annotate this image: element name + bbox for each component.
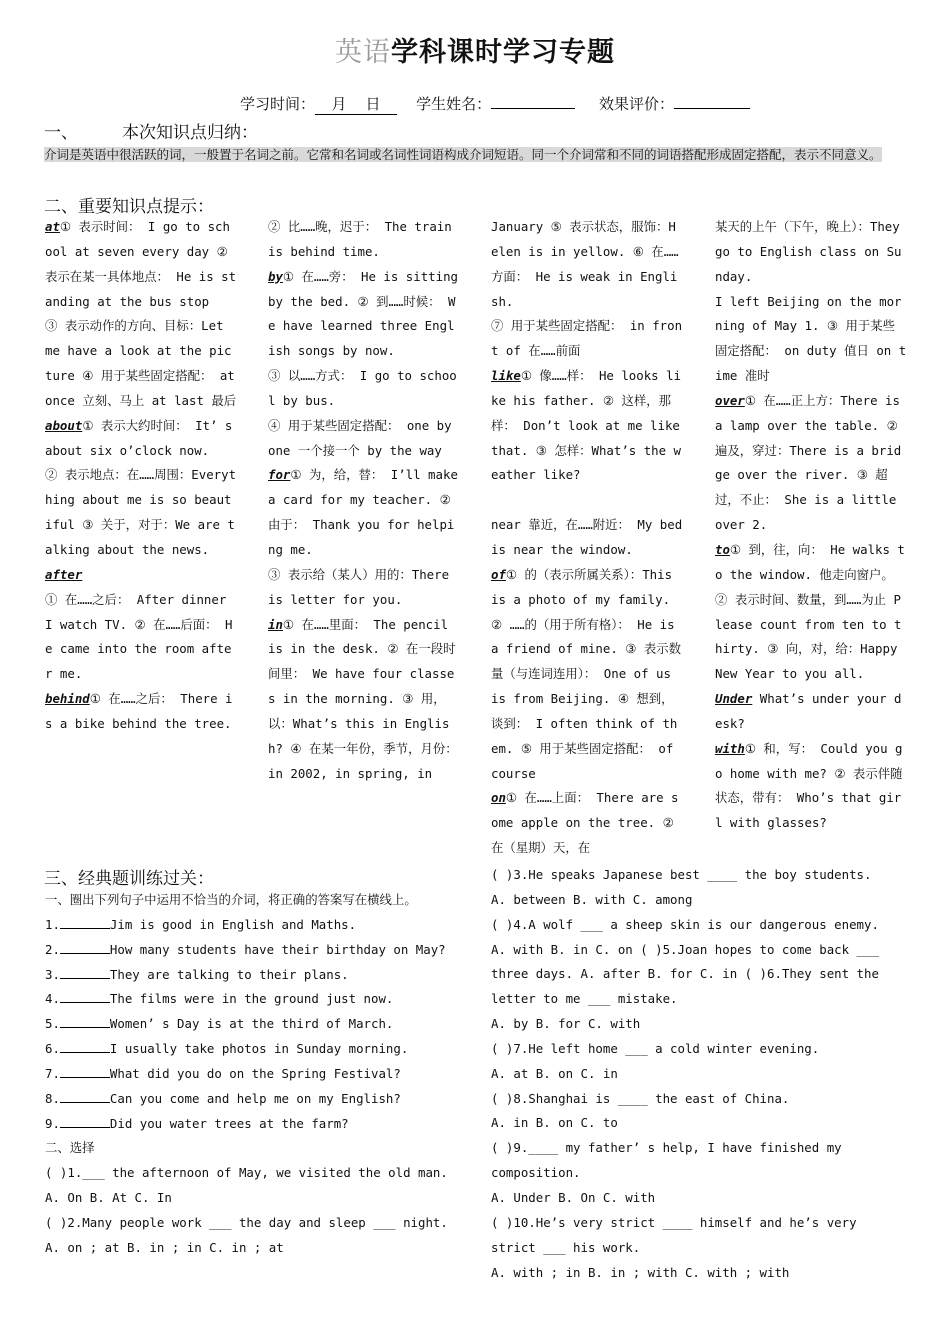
preposition-keyword: at bbox=[45, 219, 60, 234]
answer-blank[interactable] bbox=[60, 1014, 110, 1028]
item-number: 5. bbox=[45, 1016, 60, 1032]
item-sentence: They are talking to their plans. bbox=[109, 966, 349, 982]
fill-blank-item bbox=[45, 1112, 455, 1137]
kp-text: ⑦ 用于某些固定搭配： in front of 在……前面 bbox=[491, 318, 683, 359]
study-time-label: 学习时间： bbox=[240, 95, 316, 113]
kp-entry bbox=[45, 687, 237, 737]
kp-text: ① 在……之后： There is a bike behind the tree. bbox=[45, 691, 233, 731]
kp-entry bbox=[491, 786, 683, 861]
section1-heading bbox=[44, 118, 258, 143]
choice-line: A. at B. on C. in bbox=[491, 1065, 618, 1081]
fill-blank-item bbox=[45, 913, 455, 938]
kp-text: ① 在……之后： After dinner I watch TV. ② 在……后面： He came into the room after me. bbox=[45, 591, 233, 682]
item-sentence: I usually take photos in Sunday morning. bbox=[109, 1041, 409, 1057]
kp-entry bbox=[491, 513, 683, 563]
intro-text: 介词是英语中很活跃的词，一般置于名词之前。它常和名词或名词性词语构成介词短语。同一个介词常和不同的词语搭配形成固定搭配，表示不同意义。 bbox=[44, 147, 882, 162]
item-sentence: The films were in the ground just now. bbox=[109, 991, 394, 1007]
choice-line: A. between B. with C. among bbox=[491, 891, 693, 907]
kp-column-4 bbox=[715, 215, 907, 836]
choice-line: ( )10.He’s very strict ____ himself and he’s very bbox=[491, 1214, 857, 1230]
kp-entry bbox=[491, 314, 683, 364]
student-name-label: 学生姓名： bbox=[416, 95, 492, 113]
answer-blank[interactable] bbox=[60, 989, 110, 1003]
preposition-keyword: in bbox=[268, 616, 283, 632]
choice-line: ( )4.A wolf ___ a sheep skin is our dangerous enemy. bbox=[491, 916, 879, 932]
kp-text: ① 和，写： Could you go home with me? ② 表示伴随状态，带有： Who’s that girl with glasses? bbox=[715, 740, 903, 831]
evaluation-label: 效果评价： bbox=[598, 95, 674, 113]
answer-blank[interactable] bbox=[60, 965, 110, 979]
kp-entry bbox=[45, 563, 237, 588]
section3-heading: 三、经典题训练过关： bbox=[44, 869, 214, 889]
part2-title: 二、选择 bbox=[45, 1140, 95, 1156]
intro-paragraph bbox=[44, 143, 906, 167]
kp-entry bbox=[491, 563, 683, 787]
fill-blank-item bbox=[45, 1037, 455, 1062]
choice-line: ( )2.Many people work ___ the day and sleep ___ night. bbox=[45, 1214, 448, 1230]
kp-entry bbox=[45, 588, 237, 687]
meta-line bbox=[240, 93, 750, 115]
answer-blank[interactable] bbox=[60, 915, 110, 929]
fill-blank-item bbox=[45, 1012, 455, 1037]
answer-blank[interactable] bbox=[60, 1064, 110, 1078]
kp-column-2 bbox=[268, 215, 460, 786]
kp-text: ③ 以……方式： I go to school by bus. bbox=[268, 368, 457, 408]
part1-instruction: 一、圈出下列句子中运用不恰当的介词，将正确的答案写在横线上。 bbox=[45, 892, 417, 907]
item-sentence: How many students have their birthday on May? bbox=[109, 941, 446, 957]
preposition-keyword: Under bbox=[715, 691, 753, 707]
choice-line: composition. bbox=[491, 1165, 581, 1181]
kp-text: near 靠近，在……附近： My bed is near the window. bbox=[491, 517, 683, 557]
kp-entry bbox=[45, 414, 237, 464]
fill-blank-item bbox=[45, 987, 455, 1012]
exercise-right-column bbox=[491, 863, 911, 1285]
kp-entry bbox=[268, 463, 460, 562]
kp-entry bbox=[715, 290, 907, 389]
choice-line: ( )7.He left home ___ a cold winter evening. bbox=[491, 1040, 820, 1056]
title-rest: 学科课时学习专题 bbox=[391, 37, 615, 68]
kp-text: ① 在……旁： He is sitting by the bed. ② 到……时候： We have learned three English songs by now. bbox=[268, 268, 459, 359]
kp-text: ③ 表示给（某人）用的：There is letter for you. bbox=[268, 566, 450, 607]
kp-text: ③ 表示动作的方向、目标：Let me have a look at the picture ④ 用于某些固定搭配： at once 立刻、马上 at last 最后 bbox=[45, 318, 237, 408]
choice-line: strict ___ his work. bbox=[491, 1239, 641, 1255]
day-label: 日 bbox=[365, 95, 381, 113]
choice-line: ( )1.___ the afternoon of May, we visited the old man. bbox=[45, 1165, 448, 1181]
answer-blank[interactable] bbox=[60, 1039, 110, 1053]
evaluation-blank[interactable] bbox=[674, 108, 750, 109]
section1-title: 本次知识点归纳： bbox=[122, 123, 258, 143]
preposition-keyword: for bbox=[268, 467, 291, 483]
item-number: 4. bbox=[45, 991, 60, 1007]
kp-entry bbox=[715, 737, 907, 836]
kp-text: ① 表示大约时间： It’ s about six o’clock now. bbox=[45, 417, 233, 458]
kp-text: ① 的（表示所属关系）：This is a photo of my family. ② ……的（用于所有格）： He is a friend of mine. ③ 表示数量（与连词连用）： One of us is from Beijing. ④ 想到，谈到： I often think of them. ⑤ 用于某些固定搭配： of course bbox=[491, 566, 682, 781]
month-label: 月 bbox=[331, 95, 347, 113]
item-sentence: Jim is good in English and Maths. bbox=[109, 916, 357, 932]
item-number: 9. bbox=[45, 1115, 60, 1131]
item-number: 2. bbox=[45, 941, 60, 957]
kp-text: What’s under your desk? bbox=[715, 691, 902, 731]
kp-text: ① 在……正上方：There is a lamp over the table. ② 遍及，穿过：There is a bridge over the river. ③ 超过，不止： She is a little over 2. bbox=[715, 392, 902, 533]
kp-text: ① 在……上面： There are some apple on the tree. ② 在（星期）天，在 bbox=[491, 790, 679, 856]
answer-blank[interactable] bbox=[60, 1089, 110, 1103]
choice-line: ( )3.He speaks Japanese best ____ the boy students. bbox=[491, 867, 872, 882]
choice-line: letter to me ___ mistake. bbox=[491, 991, 678, 1007]
student-name-blank[interactable] bbox=[491, 108, 575, 109]
item-number: 1. bbox=[45, 916, 60, 932]
date-blank[interactable] bbox=[315, 93, 397, 115]
preposition-keyword: on bbox=[491, 790, 506, 806]
item-number: 7. bbox=[45, 1065, 60, 1081]
item-sentence: What did you do on the Spring Festival? bbox=[109, 1065, 401, 1081]
preposition-keyword: by bbox=[268, 268, 283, 284]
kp-entry bbox=[715, 389, 907, 538]
choice-line: A. with B. in C. on ( )5.Joan hopes to come back ___ bbox=[491, 941, 879, 957]
title-accent: 英语 bbox=[335, 37, 391, 68]
kp-entry bbox=[715, 687, 907, 737]
item-sentence: Can you come and help me on my English? bbox=[109, 1090, 401, 1106]
choice-line: A. on ; at B. in ; in C. in ; at bbox=[45, 1239, 284, 1255]
choice-line: A. in B. on C. to bbox=[491, 1115, 618, 1131]
kp-text: ② 表示地点：在……周围：Everything about me is so beautiful ③ 关于，对于：We are talking about the news. bbox=[45, 467, 237, 557]
fill-blank-item bbox=[45, 1062, 455, 1087]
kp-text: January ⑤ 表示状态，服饰：Helen is in yellow. ⑥ 在……方面： He is weak in English. bbox=[491, 219, 679, 309]
section2-heading: 二、重要知识点提示： bbox=[44, 197, 214, 217]
kp-text: 某天的上午（下午，晚上）：They go to English class on Sunday. bbox=[715, 219, 902, 284]
kp-column-3 bbox=[491, 215, 683, 861]
choice-line: A. by B. for C. with bbox=[491, 1016, 641, 1032]
kp-text: I left Beijing on the morning of May 1. ③ 用于某些固定搭配： on duty 值日 on time 准时 bbox=[715, 293, 907, 384]
item-sentence: Women’ s Day is at the third of March. bbox=[109, 1016, 394, 1032]
choice-line: A. Under B. On C. with bbox=[491, 1189, 656, 1205]
choice-line: ( )9.____ my father’ s help, I have finished my bbox=[491, 1140, 842, 1156]
item-number: 3. bbox=[45, 966, 60, 982]
choice-line: A. On B. At C. In bbox=[45, 1190, 172, 1206]
kp-text: ② 比……晚，迟于： The train is behind time. bbox=[268, 219, 452, 259]
kp-entry bbox=[45, 314, 237, 413]
answer-blank[interactable] bbox=[60, 940, 110, 954]
choice-line: three days. A. after B. for C. in ( )6.They sent the bbox=[491, 966, 879, 982]
fill-blank-item bbox=[45, 1087, 455, 1112]
part1-list bbox=[45, 913, 455, 1137]
kp-entry bbox=[268, 613, 460, 787]
kp-entry bbox=[715, 538, 907, 687]
kp-entry bbox=[45, 215, 237, 314]
preposition-keyword: behind bbox=[45, 691, 90, 707]
page-title bbox=[0, 30, 950, 69]
item-sentence: Did you water trees at the farm? bbox=[109, 1115, 349, 1131]
kp-text: ① 到，往，向： He walks to the window. 他走向窗户。 ② 表示时间、数量，到……为止 Please count from ten to thirty. ③ 向，对，给：Happy New Year to you all. bbox=[715, 541, 905, 682]
section1-num: 一、 bbox=[44, 123, 78, 143]
preposition-keyword: of bbox=[491, 566, 506, 582]
kp-entry bbox=[268, 215, 460, 265]
preposition-keyword: over bbox=[715, 392, 745, 408]
kp-text: ④ 用于某些固定搭配： one by one 一个接一个 by the way bbox=[268, 417, 452, 458]
kp-text: ① 为，给，替： I’ll make a card for my teacher. ② 由于： Thank you for helping me. bbox=[268, 467, 458, 557]
kp-entry bbox=[491, 215, 683, 314]
kp-column-1 bbox=[45, 215, 237, 737]
kp-entry bbox=[268, 364, 460, 414]
fill-blank-item bbox=[45, 938, 455, 963]
item-number: 6. bbox=[45, 1041, 60, 1057]
preposition-keyword: to bbox=[715, 541, 730, 557]
kp-entry bbox=[491, 364, 683, 488]
kp-text: ① 表示时间： I go to school at seven every day ② 表示在某一具体地点： He is standing at the bus stop bbox=[45, 219, 237, 309]
preposition-keyword: with bbox=[715, 740, 745, 756]
kp-entry bbox=[268, 414, 460, 464]
fill-blank-item bbox=[45, 963, 455, 988]
kp-entry bbox=[268, 563, 460, 613]
preposition-keyword: after bbox=[45, 566, 83, 582]
kp-text: ① 在……里面： The pencil is in the desk. ② 在一段时间里： We have four classes in the morning. ③ 用，以：What’s this in English? ④ 在某一年份，季节，月份：in 2002, in spring, in bbox=[268, 616, 458, 781]
preposition-keyword: like bbox=[491, 368, 521, 384]
kp-entry bbox=[45, 463, 237, 562]
choice-line: A. with ; in B. in ; with C. with ; with bbox=[491, 1264, 790, 1280]
part2-left-list bbox=[45, 1161, 455, 1260]
part2-right-list bbox=[491, 863, 911, 1285]
answer-blank[interactable] bbox=[60, 1114, 110, 1128]
choice-line: ( )8.Shanghai is ____ the east of China. bbox=[491, 1090, 790, 1106]
kp-entry bbox=[715, 215, 907, 290]
exercise-left-column bbox=[45, 888, 455, 1261]
kp-text: ① 像……样： He looks like his father. ② 这样，那样： Don’t look at me like that. ③ 怎样：What’s the weather like? bbox=[491, 368, 682, 483]
preposition-keyword: about bbox=[45, 417, 83, 433]
item-number: 8. bbox=[45, 1090, 60, 1106]
kp-entry bbox=[491, 488, 683, 513]
kp-entry bbox=[268, 265, 460, 364]
